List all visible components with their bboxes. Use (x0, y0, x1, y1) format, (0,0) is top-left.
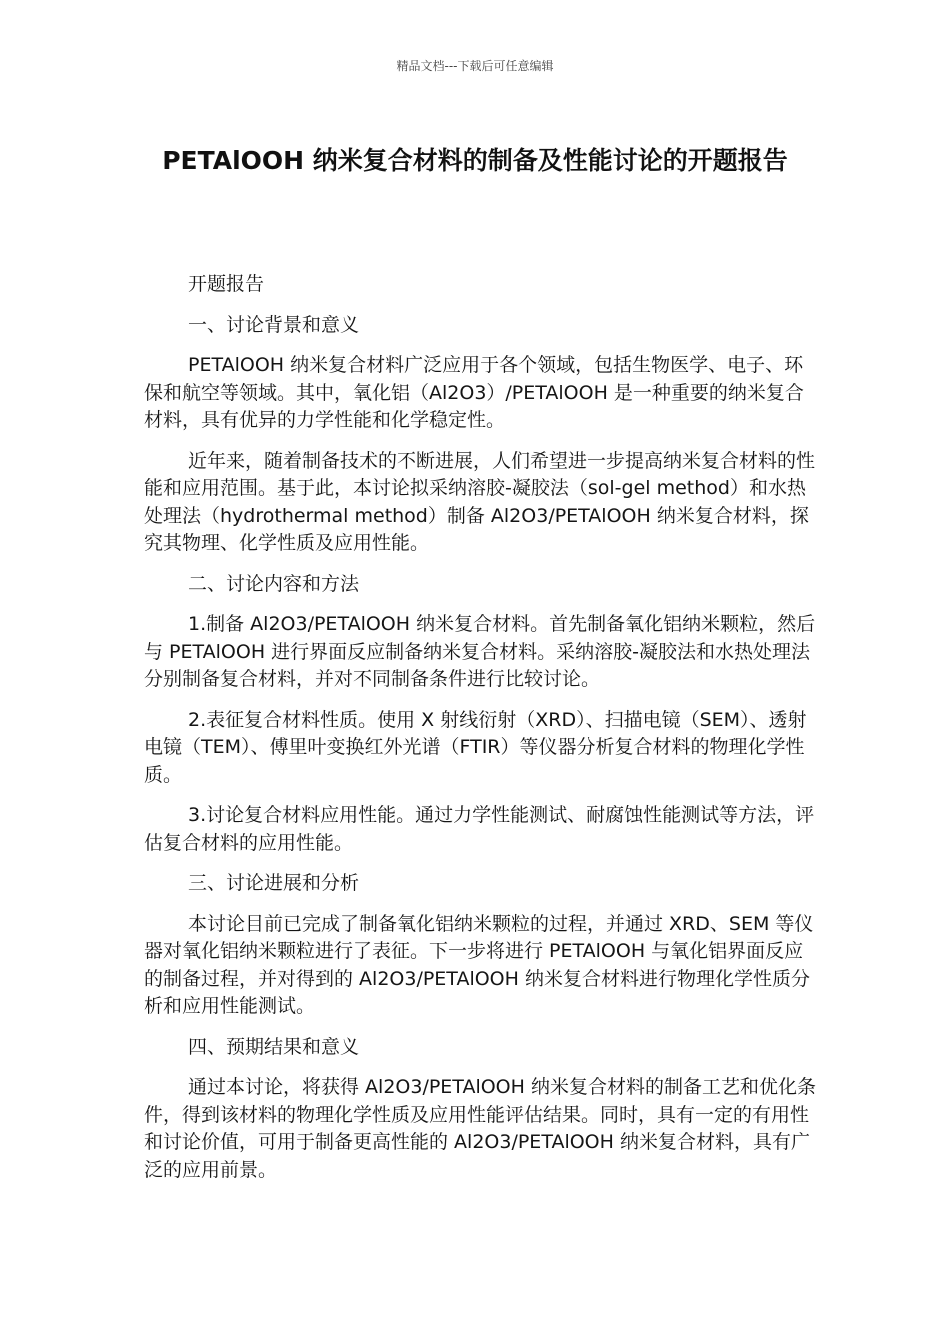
section-heading-expected-results: 四、预期结果和意义 (188, 1035, 360, 1058)
paragraph-background-1: PETAlOOH 纳米复合材料广泛应用于各个领域，包括生物医学、电子、环保和航空等领域。其中，氧化铝（Al2O3）/PETAlOOH 是一种重要的纳米复合材料，具有优异的力学性能和化学稳定性。 (144, 354, 804, 431)
paragraph-method-3: 3.讨论复合材料应用性能。通过力学性能测试、耐腐蚀性能测试等方法，评估复合材料的应用性能。 (144, 804, 815, 854)
section-heading-background: 一、讨论背景和意义 (188, 313, 360, 336)
report-label: 开题报告 (188, 273, 265, 295)
section-heading-progress: 三、讨论进展和分析 (188, 872, 360, 894)
paragraph-progress: 本讨论目前已完成了制备氧化铝纳米颗粒的过程，并通过 XRD、SEM 等仪器对氧化铝纳米颗粒进行了表征。下一步将进行 PETAlOOH 与氧化铝界面反应的制备过程，并对得到的 Al2O3/PETAlOOH 纳米复合材料进行物理化学性质分析和应用性能测试。 (144, 912, 814, 1017)
document-body (144, 271, 820, 1197)
paragraph-background-2: 近年来，随着制备技术的不断进展，人们希望进一步提高纳米复合材料的性能和应用范围。基于此，本讨论拟采纳溶胶-凝胶法（sol-gel method）和水热处理法（hydrothermal method）制备 Al2O3/PETAlOOH 纳米复合材料，探究其物理、化学性质及应用性能。 (144, 449, 816, 554)
paragraph-method-2: 2.表征复合材料性质。使用 X 射线衍射（XRD）、扫描电镜（SEM）、透射电镜（TEM）、傅里叶变换红外光谱（FTIR）等仪器分析复合材料的物理化学性质。 (144, 708, 807, 786)
header-note: 精品文档---下载后可任意编辑 (396, 59, 554, 73)
paragraph-method-1: 1.制备 Al2O3/PETAlOOH 纳米复合材料。首先制备氧化铝纳米颗粒，然后与 PETAlOOH 进行界面反应制备纳米复合材料。采纳溶胶-凝胶法和水热处理法分别制备复合材料，并对不同制备条件进行比较讨论。 (144, 613, 816, 690)
paragraph-expected-results: 通过本讨论，将获得 Al2O3/PETAlOOH 纳米复合材料的制备工艺和优化条件，得到该材料的物理化学性质及应用性能评估结果。同时，具有一定的有用性和讨论价值，可用于制备更高性能的 Al2O3/PETAlOOH 纳米复合材料，具有广泛的应用前景。 (144, 1076, 816, 1181)
section-heading-methods: 二、讨论内容和方法 (188, 572, 360, 595)
document-title: PETAlOOH 纳米复合材料的制备及性能讨论的开题报告 (162, 146, 788, 175)
